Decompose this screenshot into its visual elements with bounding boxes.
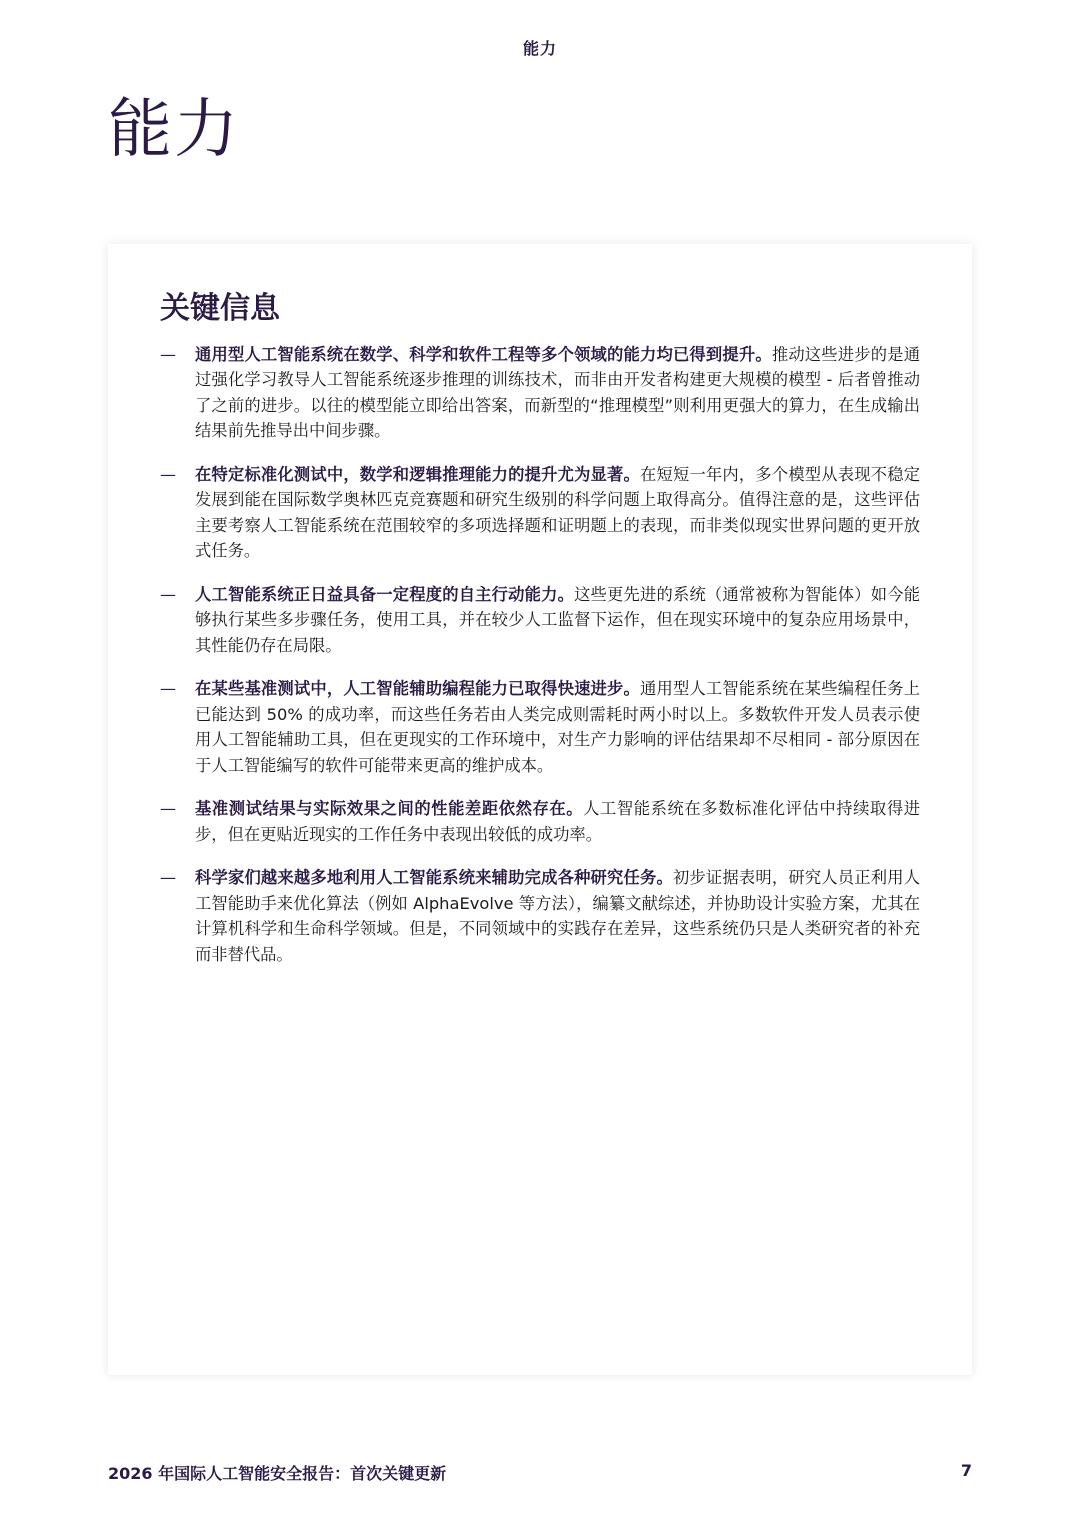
list-item <box>160 462 920 564</box>
list-item-body: 初步证据表明，研究人员正利用人工智能助手来优化算法（例如 AlphaEvolve 等方法），编纂文献综述，并协助设计实验方案，尤其在计算机科学和生命科学领域。但是，不同领域中的实践存在差异，这些系统仍只是人类研究者的补充而非替代品。 <box>195 868 920 964</box>
list-item-text <box>195 796 920 847</box>
list-item-lead: 科学家们越来越多地利用人工智能系统来辅助完成各种研究任务。 <box>195 868 673 887</box>
key-messages-box <box>108 244 972 1375</box>
key-messages-heading: 关键信息 <box>160 291 280 326</box>
dash-bullet: — <box>160 868 176 887</box>
list-item-text <box>195 582 920 659</box>
list-item-body: 人工智能系统在多数标准化评估中持续取得进步，但在更贴近现实的工作任务中表现出较低的成功率。 <box>195 799 920 844</box>
dash-bullet: — <box>160 799 176 818</box>
list-item-lead: 在特定标准化测试中，数学和逻辑推理能力的提升尤为显著。 <box>195 464 640 484</box>
list-item-body: 这些更先进的系统（通常被称为智能体）如今能够执行某些多步骤任务，使用工具，并在较少人工监督下运作，但在现实环境中的复杂应用场景中，其性能仍存在局限。 <box>195 584 920 655</box>
list-item-lead: 基准测试结果与实际效果之间的性能差距依然存在。 <box>195 799 584 818</box>
list-item-text <box>195 865 920 967</box>
list-item <box>160 342 920 444</box>
page-number: 7 <box>960 1461 972 1480</box>
running-header: 能力 <box>522 39 557 58</box>
list-item-body: 通用型人工智能系统在某些编程任务上已能达到 50% 的成功率，而这些任务若由人类完成则需耗时两小时以上。多数软件开发人员表示使用人工智能辅助工具，但在更现实的工作环境中，对生产力影响的评估结果却不尽相同 - 部分原因在于人工智能编写的软件可能带来更高的维护成本。 <box>195 679 920 775</box>
list-item <box>160 676 920 778</box>
page-title: 能力 <box>108 93 240 167</box>
list-item <box>160 582 920 659</box>
dash-bullet: — <box>160 464 176 484</box>
list-item-lead: 通用型人工智能系统在数学、科学和软件工程等多个领域的能力均已得到提升。 <box>195 344 772 364</box>
list-item-lead: 人工智能系统正日益具备一定程度的自主行动能力。 <box>195 584 575 604</box>
dash-bullet: — <box>160 344 176 364</box>
dash-bullet: — <box>160 584 176 604</box>
list-item-lead: 在某些基准测试中，人工智能辅助编程能力已取得快速进步。 <box>195 679 640 698</box>
footer-report-title: 2026 年国际人工智能安全报告：首次关键更新 <box>108 1464 447 1483</box>
list-item-text <box>195 462 920 564</box>
dash-bullet: — <box>160 679 176 698</box>
list-item-body: 在短短一年内，多个模型从表现不稳定发展到能在国际数学奥林匹克竞赛题和研究生级别的科学问题上取得高分。值得注意的是，这些评估主要考察人工智能系统在范围较窄的多项选择题和证明题上的表现，而非类似现实世界问题的更开放式任务。 <box>195 464 920 560</box>
list-item-text <box>195 676 920 778</box>
list-item <box>160 796 920 847</box>
list-item <box>160 865 920 967</box>
list-item-text <box>195 342 920 444</box>
list-item-body: 推动这些进步的是通过强化学习教导人工智能系统逐步推理的训练技术，而非由开发者构建更大规模的模型 - 后者曾推动了之前的进步。以往的模型能立即给出答案，而新型的“推理模型”则利用更强大的算力，在生成输出结果前先推导出中间步骤。 <box>195 344 920 440</box>
key-messages-list <box>160 342 920 968</box>
